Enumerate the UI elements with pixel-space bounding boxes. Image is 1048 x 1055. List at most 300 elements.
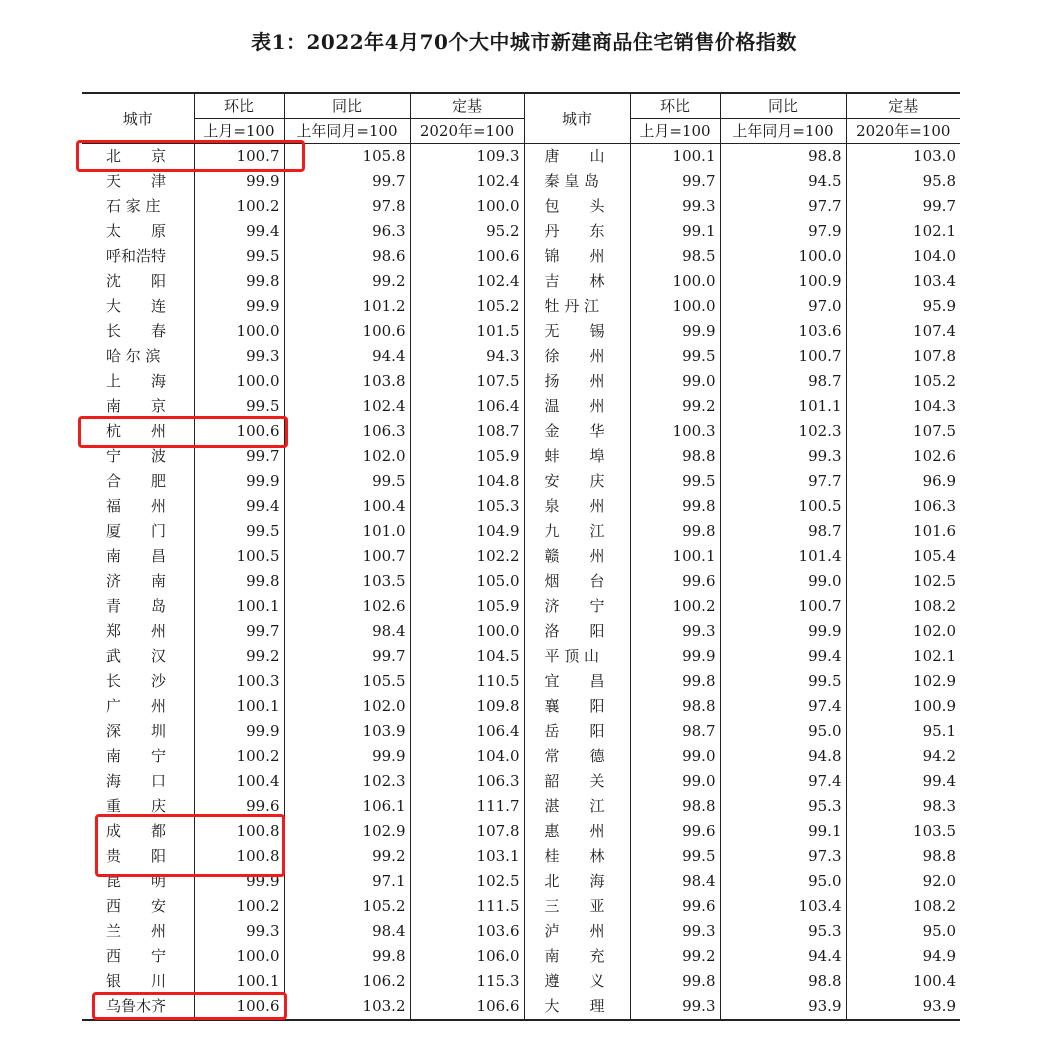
table-row [82, 319, 960, 344]
fixed-cell: 110.5 [410, 669, 524, 694]
yoy-cell: 98.7 [720, 369, 846, 394]
fixed-cell: 111.5 [410, 894, 524, 919]
mom-cell: 99.7 [630, 169, 720, 194]
mom-cell: 99.3 [630, 994, 720, 1020]
mom-cell: 99.8 [630, 519, 720, 544]
fixed-cell: 107.4 [846, 319, 960, 344]
city-cell: 唐 山 [524, 144, 630, 170]
fixed-cell: 99.4 [846, 769, 960, 794]
yoy-cell: 102.0 [284, 444, 410, 469]
city-cell: 上 海 [106, 372, 167, 390]
yoy-cell: 97.0 [720, 294, 846, 319]
mom-cell: 100.1 [194, 594, 284, 619]
mom-cell: 99.3 [630, 194, 720, 219]
mom-cell: 99.5 [630, 344, 720, 369]
mom-cell: 99.9 [194, 469, 284, 494]
city-cell: 北 京 [106, 147, 167, 165]
mom-cell: 100.6 [194, 994, 284, 1020]
fixed-cell: 101.6 [846, 519, 960, 544]
yoy-cell: 95.0 [720, 719, 846, 744]
fixed-cell: 102.0 [846, 619, 960, 644]
yoy-cell: 106.3 [284, 419, 410, 444]
mom-cell: 100.0 [194, 369, 284, 394]
yoy-cell: 103.9 [284, 719, 410, 744]
yoy-cell: 95.3 [720, 794, 846, 819]
city-cell: 无 锡 [524, 319, 630, 344]
yoy-cell: 98.8 [720, 144, 846, 170]
city-cell: 桂 林 [524, 844, 630, 869]
yoy-cell: 106.1 [284, 794, 410, 819]
city-cell: 银 川 [106, 972, 167, 990]
yoy-cell: 101.0 [284, 519, 410, 544]
city-cell: 呼和浩特 [106, 247, 167, 265]
city-cell: 济 宁 [524, 594, 630, 619]
fixed-cell: 100.0 [410, 619, 524, 644]
header-mom-left: 环比 [194, 93, 284, 119]
yoy-cell: 100.5 [720, 494, 846, 519]
fixed-cell: 95.9 [846, 294, 960, 319]
yoy-cell: 93.9 [720, 994, 846, 1020]
yoy-cell: 94.4 [720, 944, 846, 969]
fixed-cell: 109.8 [410, 694, 524, 719]
yoy-cell: 99.9 [720, 619, 846, 644]
yoy-cell: 103.5 [284, 569, 410, 594]
mom-cell: 100.1 [194, 694, 284, 719]
yoy-cell: 95.3 [720, 919, 846, 944]
yoy-cell: 98.4 [284, 919, 410, 944]
yoy-cell: 102.6 [284, 594, 410, 619]
yoy-cell: 95.0 [720, 869, 846, 894]
mom-cell: 100.2 [194, 894, 284, 919]
yoy-cell: 100.6 [284, 319, 410, 344]
mom-cell: 100.1 [194, 969, 284, 994]
city-cell: 兰 州 [106, 922, 167, 940]
highlight-box-hangzhou [78, 416, 288, 448]
yoy-cell: 99.5 [720, 669, 846, 694]
city-cell: 石 家 庄 [106, 197, 161, 215]
fixed-cell: 98.3 [846, 794, 960, 819]
city-cell: 海 口 [106, 772, 167, 790]
city-cell: 九 江 [524, 519, 630, 544]
city-cell: 洛 阳 [524, 619, 630, 644]
yoy-cell: 97.1 [284, 869, 410, 894]
yoy-cell: 100.7 [720, 344, 846, 369]
table-row [82, 219, 960, 244]
yoy-cell: 99.8 [284, 944, 410, 969]
fixed-cell: 102.4 [410, 269, 524, 294]
fixed-cell: 100.4 [846, 969, 960, 994]
city-cell: 扬 州 [524, 369, 630, 394]
mom-cell: 99.8 [194, 269, 284, 294]
fixed-cell: 106.4 [410, 719, 524, 744]
fixed-cell: 106.0 [410, 944, 524, 969]
city-cell: 北 海 [524, 869, 630, 894]
mom-cell: 99.0 [630, 369, 720, 394]
city-cell: 遵 义 [524, 969, 630, 994]
mom-cell: 99.6 [630, 894, 720, 919]
city-cell: 杭 州 [106, 422, 167, 440]
fixed-cell: 92.0 [846, 869, 960, 894]
mom-cell: 100.2 [630, 594, 720, 619]
city-cell: 平 顶 山 [524, 644, 630, 669]
mom-cell: 99.5 [630, 844, 720, 869]
highlight-box-urumqi [92, 992, 287, 1020]
yoy-cell: 102.3 [720, 419, 846, 444]
city-cell: 吉 林 [524, 269, 630, 294]
yoy-cell: 101.2 [284, 294, 410, 319]
yoy-cell: 99.2 [284, 269, 410, 294]
mom-cell: 99.2 [630, 394, 720, 419]
table-row [82, 969, 960, 994]
yoy-cell: 102.0 [284, 694, 410, 719]
yoy-cell: 100.7 [284, 544, 410, 569]
mom-cell: 99.9 [194, 294, 284, 319]
mom-cell: 99.6 [194, 794, 284, 819]
mom-cell: 99.5 [194, 394, 284, 419]
fixed-cell: 115.3 [410, 969, 524, 994]
city-cell: 襄 阳 [524, 694, 630, 719]
header-mom-right: 环比 [630, 93, 720, 119]
fixed-cell: 105.9 [410, 594, 524, 619]
city-cell: 成 都 [106, 822, 167, 840]
yoy-cell: 102.4 [284, 394, 410, 419]
yoy-cell: 99.2 [284, 844, 410, 869]
fixed-cell: 106.6 [410, 994, 524, 1020]
mom-cell: 99.8 [630, 494, 720, 519]
mom-cell: 100.4 [194, 769, 284, 794]
fixed-cell: 102.6 [846, 444, 960, 469]
header-yoy-left: 同比 [284, 93, 410, 119]
city-cell: 宜 昌 [524, 669, 630, 694]
city-cell: 秦 皇 岛 [524, 169, 630, 194]
fixed-cell: 107.8 [410, 819, 524, 844]
mom-cell: 99.8 [630, 969, 720, 994]
fixed-cell: 103.6 [410, 919, 524, 944]
yoy-cell: 97.8 [284, 194, 410, 219]
table-row [82, 769, 960, 794]
mom-cell: 98.8 [630, 694, 720, 719]
city-cell: 包 头 [524, 194, 630, 219]
mom-cell: 99.5 [630, 469, 720, 494]
mom-cell: 99.3 [194, 344, 284, 369]
yoy-cell: 99.7 [284, 169, 410, 194]
table-row [82, 269, 960, 294]
yoy-cell: 99.3 [720, 444, 846, 469]
city-cell: 长 春 [106, 322, 167, 340]
mom-cell: 99.3 [194, 919, 284, 944]
city-cell: 温 州 [524, 394, 630, 419]
fixed-cell: 104.8 [410, 469, 524, 494]
mom-cell: 99.2 [194, 644, 284, 669]
yoy-cell: 105.8 [284, 144, 410, 170]
header-mom-base-left: 上月=100 [194, 119, 284, 144]
header-city-left: 城市 [82, 93, 194, 144]
yoy-cell: 100.4 [284, 494, 410, 519]
city-cell: 大 连 [106, 297, 167, 315]
table-row [82, 369, 960, 394]
city-cell: 牡 丹 江 [524, 294, 630, 319]
fixed-cell: 108.2 [846, 594, 960, 619]
mom-cell: 100.1 [630, 144, 720, 170]
table-row [82, 744, 960, 769]
table-row [82, 919, 960, 944]
city-cell: 厦 门 [106, 522, 167, 540]
city-cell: 福 州 [106, 497, 167, 515]
mom-cell: 100.0 [194, 319, 284, 344]
yoy-cell: 99.0 [720, 569, 846, 594]
table-row [82, 619, 960, 644]
table-row [82, 544, 960, 569]
mom-cell: 99.3 [630, 619, 720, 644]
mom-cell: 99.1 [630, 219, 720, 244]
header-yoy-right: 同比 [720, 93, 846, 119]
mom-cell: 100.1 [630, 544, 720, 569]
city-cell: 沈 阳 [106, 272, 167, 290]
fixed-cell: 105.2 [846, 369, 960, 394]
city-cell: 蚌 埠 [524, 444, 630, 469]
mom-cell: 98.7 [630, 719, 720, 744]
yoy-cell: 97.7 [720, 194, 846, 219]
mom-cell: 99.8 [194, 569, 284, 594]
mom-cell: 99.5 [194, 244, 284, 269]
city-cell: 金 华 [524, 419, 630, 444]
city-cell: 韶 关 [524, 769, 630, 794]
table-row [82, 894, 960, 919]
table-row [82, 169, 960, 194]
city-cell: 深 圳 [106, 722, 167, 740]
city-cell: 赣 州 [524, 544, 630, 569]
mom-cell: 98.8 [630, 794, 720, 819]
city-cell: 锦 州 [524, 244, 630, 269]
fixed-cell: 103.5 [846, 819, 960, 844]
mom-cell: 100.0 [630, 294, 720, 319]
fixed-cell: 106.3 [846, 494, 960, 519]
fixed-cell: 108.7 [410, 419, 524, 444]
mom-cell: 99.9 [194, 719, 284, 744]
mom-cell: 100.5 [194, 544, 284, 569]
fixed-cell: 93.9 [846, 994, 960, 1020]
yoy-cell: 94.8 [720, 744, 846, 769]
city-cell: 湛 江 [524, 794, 630, 819]
city-cell: 丹 东 [524, 219, 630, 244]
yoy-cell: 97.4 [720, 694, 846, 719]
yoy-cell: 99.9 [284, 744, 410, 769]
city-cell: 安 庆 [524, 469, 630, 494]
fixed-cell: 109.3 [410, 144, 524, 170]
header-yoy-base-right: 上年同月=100 [720, 119, 846, 144]
table-row [82, 569, 960, 594]
fixed-cell: 94.2 [846, 744, 960, 769]
fixed-cell: 103.1 [410, 844, 524, 869]
table-row [82, 519, 960, 544]
city-cell: 常 德 [524, 744, 630, 769]
fixed-cell: 95.2 [410, 219, 524, 244]
mom-cell: 99.9 [194, 169, 284, 194]
fixed-cell: 102.9 [846, 669, 960, 694]
fixed-cell: 105.3 [410, 494, 524, 519]
fixed-cell: 107.5 [410, 369, 524, 394]
yoy-cell: 103.8 [284, 369, 410, 394]
fixed-cell: 95.8 [846, 169, 960, 194]
header-yoy-base-left: 上年同月=100 [284, 119, 410, 144]
yoy-cell: 97.7 [720, 469, 846, 494]
fixed-cell: 103.4 [846, 269, 960, 294]
table-row [82, 494, 960, 519]
yoy-cell: 103.6 [720, 319, 846, 344]
yoy-cell: 106.2 [284, 969, 410, 994]
city-cell: 西 安 [106, 897, 167, 915]
yoy-cell: 96.3 [284, 219, 410, 244]
fixed-cell: 101.5 [410, 319, 524, 344]
yoy-cell: 97.3 [720, 844, 846, 869]
yoy-cell: 99.1 [720, 819, 846, 844]
city-cell: 泸 州 [524, 919, 630, 944]
fixed-cell: 106.4 [410, 394, 524, 419]
header-fixed-base-right: 2020年=100 [846, 119, 960, 144]
table-row [82, 594, 960, 619]
fixed-cell: 100.6 [410, 244, 524, 269]
mom-cell: 99.6 [630, 569, 720, 594]
yoy-cell: 105.2 [284, 894, 410, 919]
city-cell: 烟 台 [524, 569, 630, 594]
table-row [82, 194, 960, 219]
city-cell: 合 肥 [106, 472, 167, 490]
city-cell: 济 南 [106, 572, 167, 590]
mom-cell: 98.5 [630, 244, 720, 269]
yoy-cell: 98.4 [284, 619, 410, 644]
mom-cell: 99.7 [194, 619, 284, 644]
fixed-cell: 102.4 [410, 169, 524, 194]
city-cell: 昆 明 [106, 872, 167, 890]
fixed-cell: 102.1 [846, 644, 960, 669]
city-cell: 泉 州 [524, 494, 630, 519]
city-cell: 青 岛 [106, 597, 167, 615]
city-cell: 西 宁 [106, 947, 167, 965]
fixed-cell: 102.5 [410, 869, 524, 894]
city-cell: 南 充 [524, 944, 630, 969]
fixed-cell: 103.0 [846, 144, 960, 170]
mom-cell: 100.3 [630, 419, 720, 444]
price-index-table [82, 92, 960, 1021]
highlight-box-chengdu-guiyang [95, 814, 285, 877]
header-city-right: 城市 [524, 93, 630, 144]
mom-cell: 100.3 [194, 669, 284, 694]
yoy-cell: 105.5 [284, 669, 410, 694]
yoy-cell: 103.4 [720, 894, 846, 919]
fixed-cell: 95.0 [846, 919, 960, 944]
fixed-cell: 104.9 [410, 519, 524, 544]
mom-cell: 99.9 [630, 319, 720, 344]
fixed-cell: 105.9 [410, 444, 524, 469]
city-cell: 惠 州 [524, 819, 630, 844]
table-row [82, 719, 960, 744]
yoy-cell: 94.5 [720, 169, 846, 194]
mom-cell: 99.9 [630, 644, 720, 669]
yoy-cell: 98.6 [284, 244, 410, 269]
city-cell: 武 汉 [106, 647, 167, 665]
yoy-cell: 98.7 [720, 519, 846, 544]
fixed-cell: 104.3 [846, 394, 960, 419]
city-cell: 重 庆 [106, 797, 167, 815]
mom-cell: 99.4 [194, 494, 284, 519]
fixed-cell: 94.3 [410, 344, 524, 369]
yoy-cell: 94.4 [284, 344, 410, 369]
fixed-cell: 95.1 [846, 719, 960, 744]
mom-cell: 99.5 [194, 519, 284, 544]
city-cell: 贵 阳 [106, 847, 167, 865]
highlight-box-beijing [76, 140, 305, 172]
city-cell: 宁 波 [106, 447, 167, 465]
header-fixed-base-left: 2020年=100 [410, 119, 524, 144]
fixed-cell: 104.5 [410, 644, 524, 669]
city-cell: 乌鲁木齐 [106, 997, 167, 1015]
fixed-cell: 102.1 [846, 219, 960, 244]
mom-cell: 100.8 [194, 819, 284, 844]
fixed-cell: 105.0 [410, 569, 524, 594]
fixed-cell: 104.0 [410, 744, 524, 769]
table-row [82, 244, 960, 269]
fixed-cell: 100.9 [846, 694, 960, 719]
mom-cell: 99.0 [630, 744, 720, 769]
fixed-cell: 104.0 [846, 244, 960, 269]
yoy-cell: 100.7 [720, 594, 846, 619]
mom-cell: 100.2 [194, 744, 284, 769]
mom-cell: 99.0 [630, 769, 720, 794]
city-cell: 徐 州 [524, 344, 630, 369]
mom-cell: 99.8 [630, 669, 720, 694]
header-mom-base-right: 上月=100 [630, 119, 720, 144]
city-cell: 南 昌 [106, 547, 167, 565]
mom-cell: 99.9 [194, 869, 284, 894]
city-cell: 长 沙 [106, 672, 167, 690]
mom-cell: 99.6 [630, 819, 720, 844]
fixed-cell: 106.3 [410, 769, 524, 794]
table-row [82, 669, 960, 694]
mom-cell: 100.2 [194, 194, 284, 219]
mom-cell: 100.7 [194, 144, 284, 170]
mom-cell: 99.2 [630, 944, 720, 969]
fixed-cell: 98.8 [846, 844, 960, 869]
fixed-cell: 99.7 [846, 194, 960, 219]
mom-cell: 100.0 [194, 944, 284, 969]
fixed-cell: 105.4 [846, 544, 960, 569]
yoy-cell: 102.9 [284, 819, 410, 844]
yoy-cell: 99.5 [284, 469, 410, 494]
city-cell: 南 京 [106, 397, 167, 415]
city-cell: 岳 阳 [524, 719, 630, 744]
table-row [82, 344, 960, 369]
yoy-cell: 100.0 [720, 244, 846, 269]
mom-cell: 98.8 [630, 444, 720, 469]
fixed-cell: 96.9 [846, 469, 960, 494]
fixed-cell: 107.5 [846, 419, 960, 444]
city-cell: 南 宁 [106, 747, 167, 765]
table-row [82, 644, 960, 669]
mom-cell: 100.0 [630, 269, 720, 294]
mom-cell: 99.3 [630, 919, 720, 944]
header-fixed-right: 定基 [846, 93, 960, 119]
fixed-cell: 105.2 [410, 294, 524, 319]
fixed-cell: 111.7 [410, 794, 524, 819]
city-cell: 天 津 [106, 172, 167, 190]
table-row [82, 294, 960, 319]
city-cell: 哈 尔 滨 [106, 347, 161, 365]
yoy-cell: 97.9 [720, 219, 846, 244]
fixed-cell: 102.2 [410, 544, 524, 569]
mom-cell: 100.6 [194, 419, 284, 444]
city-cell: 三 亚 [524, 894, 630, 919]
yoy-cell: 99.4 [720, 644, 846, 669]
